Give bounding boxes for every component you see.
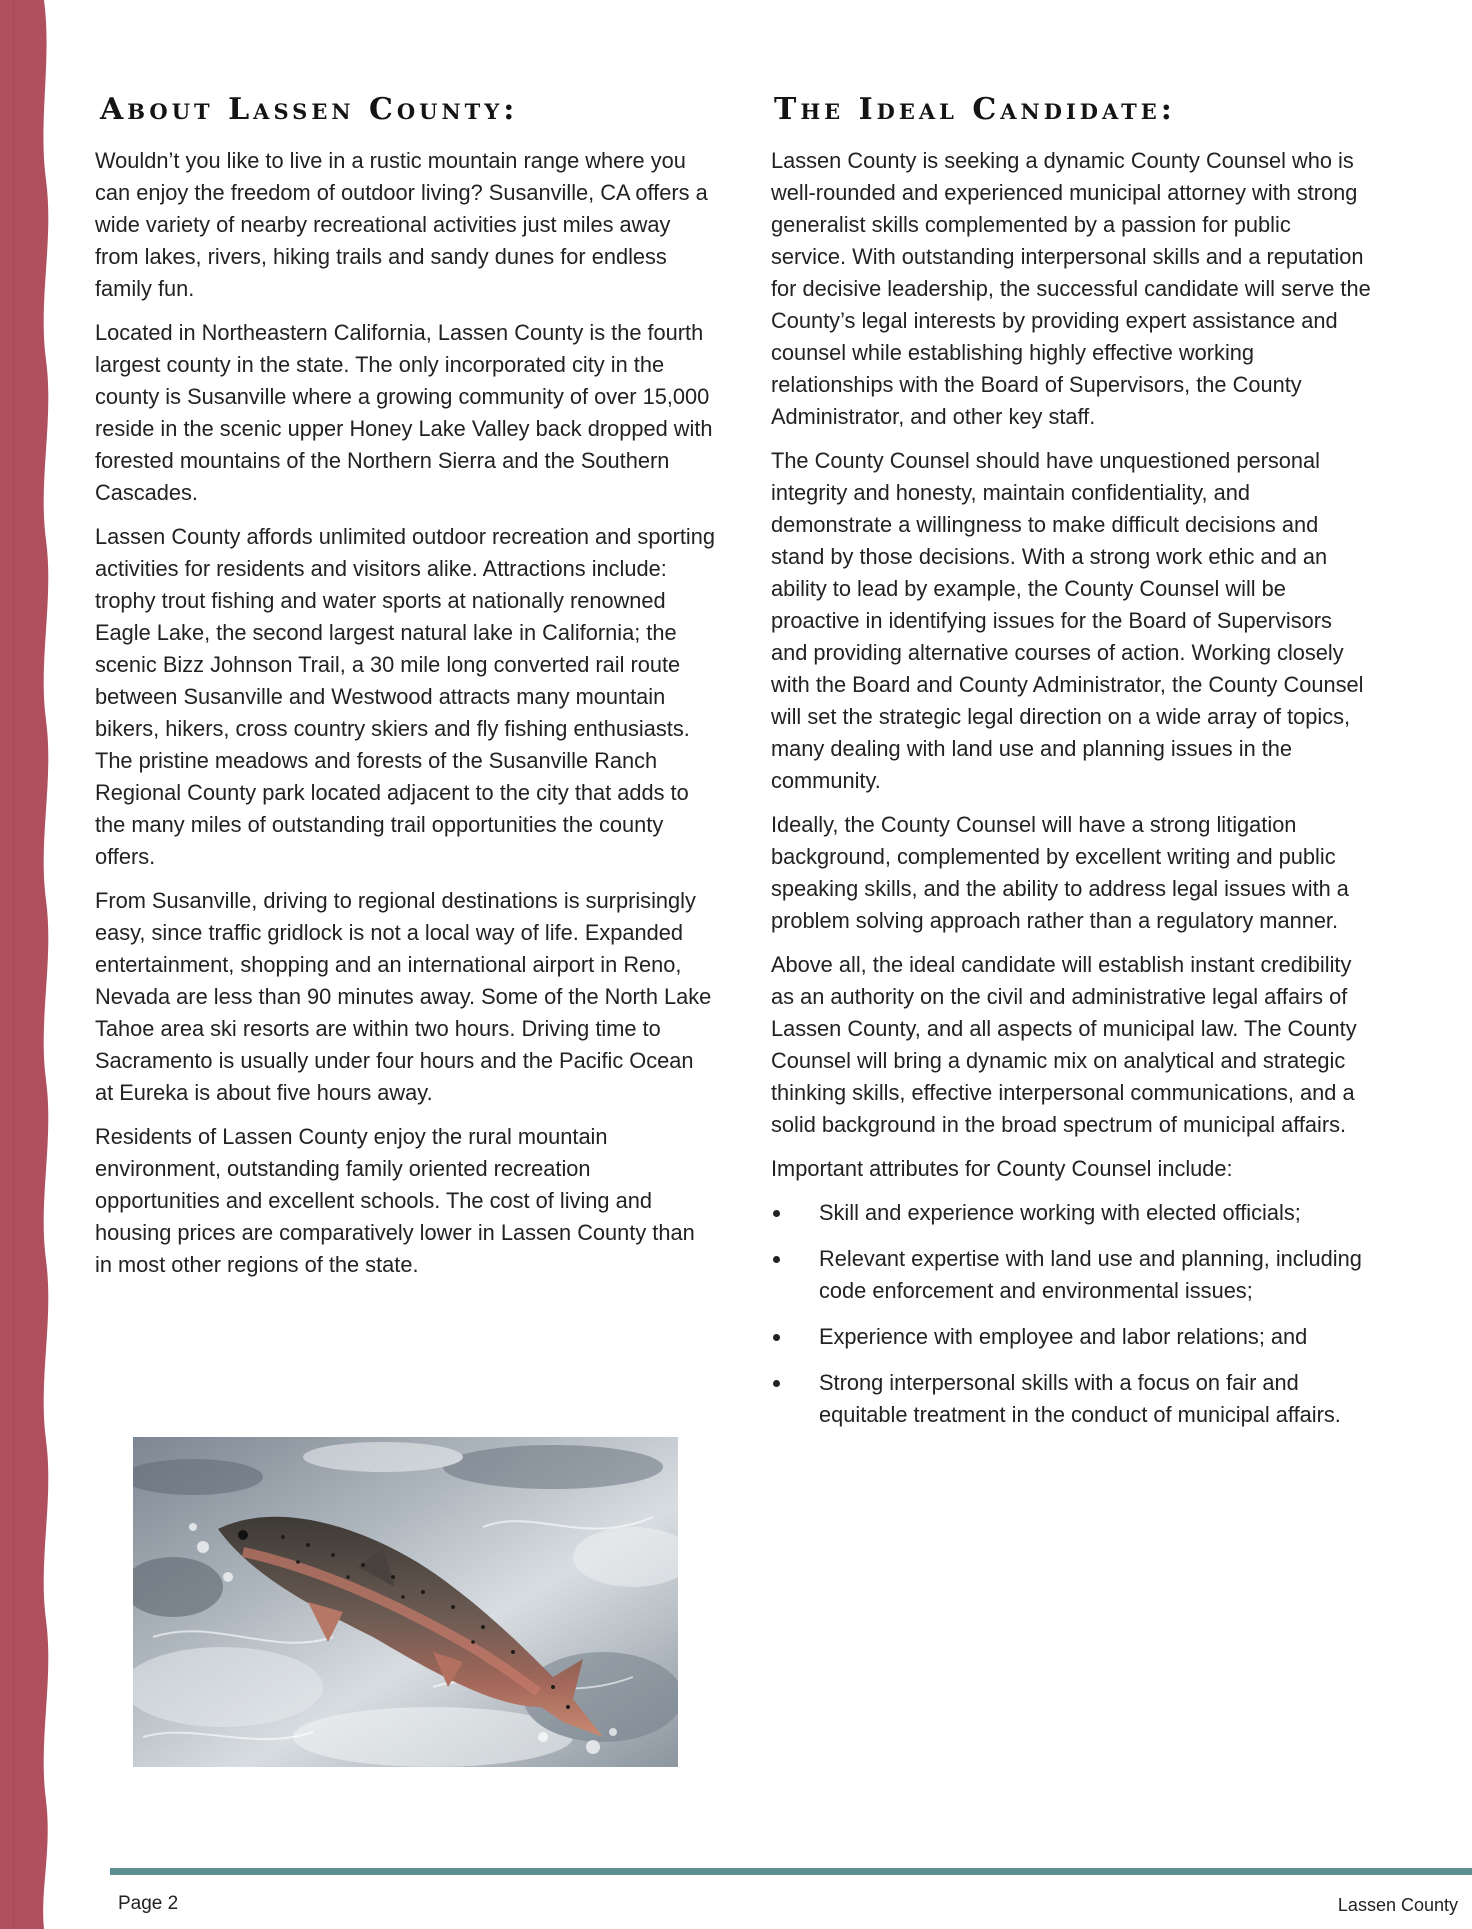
candidate-paragraph-2: The County Counsel should have unquestioned personal integrity and honesty, maintain confidentiality, and demonstrate a willingness to make difficult decisions and stand by those decisions. With a strong work ethic and an ability to lead by example, the County Counsel will be proactive in identifying issues for the Board of Supervisors and providing alternative courses of action. Working closely with the Board and County Administrator, the County Counsel will set the strategic legal direction on a wide array of topics, many dealing with land use and planning issues in the community.: [771, 448, 1364, 793]
about-lassen-heading: About Lassen County:: [100, 92, 519, 127]
about-paragraph-3: Lassen County affords unlimited outdoor recreation and sporting activities for residents and visitors alike. Attractions include: trophy trout fishing and water sports at nationally renowned Eagle Lake, the second largest natural lake in California; the scenic Bizz Johnson Trail, a 30 mile long converted rail route between Susanville and Westwood attracts many mountain bikers, hikers, cross country skiers and fly fishing enthusiasts. The pristine meadows and forests of the Susanville Ranch Regional County park located adjacent to the city that adds to the many miles of outstanding trail opportunities the county offers.: [95, 524, 715, 869]
ideal-candidate-heading: The Ideal Candidate:: [774, 92, 1176, 127]
bullet-icon: [773, 1210, 780, 1217]
trout-jumping-photo: [133, 1437, 678, 1767]
list-item-text: Relevant expertise with land use and planning, including code enforcement and environmental issues;: [819, 1246, 1362, 1303]
page-number: Page 2: [118, 1893, 179, 1914]
list-item-text: Experience with employee and labor relations; and: [819, 1324, 1308, 1349]
right-column: [771, 92, 1371, 1445]
attributes-list: [771, 1197, 1371, 1431]
about-paragraph-5: Residents of Lassen County enjoy the rural mountain environment, outstanding family oriented recreation opportunities and excellent schools. The cost of living and housing prices are comparatively lower in Lassen County than in most other regions of the state.: [95, 1124, 695, 1277]
bullet-icon: [773, 1334, 780, 1341]
list-item: [771, 1367, 1371, 1431]
bullet-icon: [773, 1380, 780, 1387]
candidate-paragraph-4: Above all, the ideal candidate will establish instant credibility as an authority on the civil and administrative legal affairs of Lassen County, and all aspects of municipal law. The County Counsel will bring a dynamic mix on analytical and strategic thinking skills, effective interpersonal communications, and a solid background in the broad spectrum of municipal affairs.: [771, 952, 1357, 1137]
left-column: [95, 92, 715, 1293]
list-item-text: Strong interpersonal skills with a focus on fair and equitable treatment in the conduct of municipal affairs.: [819, 1370, 1341, 1427]
decorative-side-bar: [0, 0, 60, 1929]
about-paragraph-2: Located in Northeastern California, Lassen County is the fourth largest county in the state. The only incorporated city in the county is Susanville where a growing community of over 15,000 reside in the scenic upper Honey Lake Valley back dropped with forested mountains of the Northern Sierra and the Southern Cascades.: [95, 320, 713, 505]
list-item: [771, 1197, 1371, 1229]
about-paragraph-4: From Susanville, driving to regional destinations is surprisingly easy, since traffic gridlock is not a local way of life. Expanded entertainment, shopping and an international airport in Reno, Nevada are less than 90 minutes away. Some of the North Lake Tahoe area ski resorts are within two hours. Driving time to Sacramento is usually under four hours and the Pacific Ocean at Eureka is about five hours away.: [95, 888, 712, 1105]
bullet-icon: [773, 1256, 780, 1263]
attributes-intro: Important attributes for County Counsel include:: [771, 1156, 1233, 1181]
footer-divider: [110, 1868, 1472, 1875]
footer-org-name: Lassen County: [1337, 1895, 1458, 1915]
list-item: [771, 1321, 1371, 1353]
list-item: [771, 1243, 1371, 1307]
candidate-paragraph-3: Ideally, the County Counsel will have a strong litigation background, complemented by excellent writing and public speaking skills, and the ability to address legal issues with a problem solving approach rather than a regulatory manner.: [771, 812, 1349, 933]
list-item-text: Skill and experience working with elected officials;: [819, 1200, 1301, 1225]
candidate-paragraph-1: Lassen County is seeking a dynamic County Counsel who is well-rounded and experienced municipal attorney with strong generalist skills complemented by a passion for public service. With outstanding interpersonal skills and a reputation for decisive leadership, the successful candidate will serve the County’s legal interests by providing expert assistance and counsel while establishing highly effective working relationships with the Board of Supervisors, the County Administrator, and other key staff.: [771, 148, 1371, 429]
about-paragraph-1: Wouldn’t you like to live in a rustic mountain range where you can enjoy the freedom of outdoor living? Susanville, CA offers a wide variety of nearby recreational activities just miles away from lakes, rivers, hiking trails and sandy dunes for endless family fun.: [95, 148, 708, 301]
